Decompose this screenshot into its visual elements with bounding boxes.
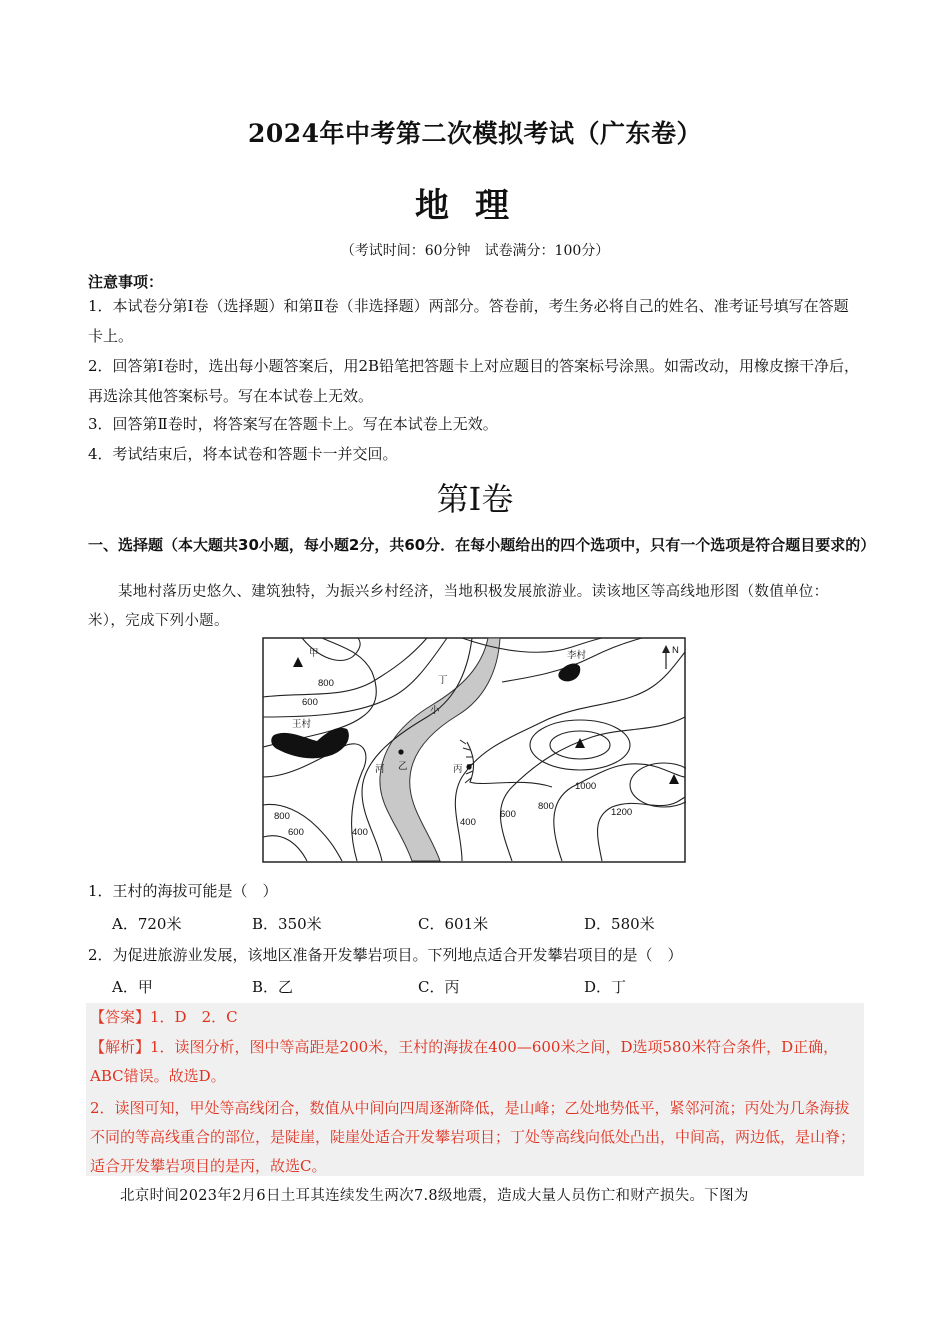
label-yi: 乙 (398, 761, 408, 772)
analysis-1-text: 1．读图分析，图中等高距是200米，王村的海拔在400—600米之间，D选项580米符合条件，D正确，ABC错误。故选D。 (90, 1038, 839, 1085)
label-wangcun: 王村 (292, 719, 312, 730)
contour-label: 600 (288, 827, 304, 838)
contour-label: 600 (500, 809, 516, 820)
exam-title: 2024年中考第二次模拟考试（广东卷） (247, 119, 703, 148)
notice-item-1: 1．本试卷分第Ⅰ卷（选择题）和第Ⅱ卷（非选择题）两部分。答卷前，考生务必将自己的姓名、准考证号填写在答题卡上。 (88, 297, 849, 345)
answer-tag: 【答案】 (90, 1008, 151, 1026)
point-yi (398, 749, 403, 754)
contour-label: 1000 (575, 781, 597, 792)
contour-label: 1200 (611, 807, 633, 818)
q1-option-d[interactable]: D．580米 (584, 915, 655, 933)
label-north: N (672, 645, 679, 656)
analysis-1 (90, 1033, 862, 1091)
next-question-intro: 北京时间2023年2月6日土耳其连续发生两次7.8级地震，造成大量人员伤亡和财产损失。下图为 (120, 1188, 749, 1204)
notice-item-4: 4．考试结束后，将本试卷和答题卡一并交回。 (88, 445, 398, 463)
q1-option-b[interactable]: B．350米 (252, 915, 322, 933)
analysis-2: 2．读图可知，甲处等高线闭合，数值从中间向四周逐渐降低，是山峰；乙处地势低平，紧邻河流；丙处为几条海拔不同的等高线重合的部位，是陡崖，陡崖处适合开发攀岩项目；丁处等高线向低处凸出，中间高，两边低，是山脊；适合开发攀岩项目的是丙，故选C。 (90, 1099, 856, 1175)
answer-line (90, 1003, 862, 1032)
notice-item-2: 2．回答第Ⅰ卷时，选出每小题答案后，用2B铅笔把答题卡上对应题目的答案标号涂黑。如需改动，用橡皮擦干净后，再选涂其他答案标号。写在本试卷上无效。 (88, 357, 860, 405)
subject-title: 地理 (415, 186, 535, 226)
contour-label: 400 (460, 817, 476, 828)
q1-option-c[interactable]: C．601米 (418, 915, 489, 933)
answer-text: 1．D 2．C (150, 1008, 238, 1026)
analysis-tag: 【解析】 (90, 1038, 151, 1056)
contour-label: 800 (538, 801, 554, 812)
point-bing (466, 764, 471, 769)
label-river-2: 河 (375, 764, 385, 775)
label-jia: 甲 (309, 648, 319, 659)
question-1-stem: 1．王村的海拔可能是（ ） (88, 882, 278, 900)
contour-label: 800 (274, 811, 290, 822)
section-heading: 一、选择题（本大题共30小题，每小题2分，共60分．在每小题给出的四个选项中，只有一个选项是符合题目要求的） (88, 536, 876, 554)
label-river-1: 小 (430, 705, 440, 716)
label-ding: 丁 (438, 675, 448, 686)
time-info: （考试时间：60分钟 试卷满分：100分） (340, 243, 610, 259)
notice-item-3: 3．回答第Ⅱ卷时，将答案写在答题卡上。写在本试卷上无效。 (88, 415, 498, 433)
volume-title: 第Ⅰ卷 (436, 480, 514, 518)
q2-option-d[interactable]: D．丁 (584, 978, 627, 996)
contour-label: 800 (318, 678, 334, 689)
q2-option-c[interactable]: C．丙 (418, 978, 460, 996)
label-bing: 丙 (453, 764, 463, 775)
contour-map (262, 637, 686, 863)
q2-option-a[interactable]: A．甲 (112, 978, 153, 996)
contour-label: 600 (302, 697, 318, 708)
question-2-stem: 2．为促进旅游业发展，该地区准备开发攀岩项目。下列地点适合开发攀岩项目的是（ ） (88, 946, 683, 964)
label-licun: 李村 (567, 650, 587, 661)
q1-option-a[interactable]: A．720米 (112, 915, 182, 933)
contour-label: 400 (352, 827, 368, 838)
intro-paragraph: 某地村落历史悠久、建筑独特，为振兴乡村经济，当地积极发展旅游业。读该地区等高线地形图（数值单位：米），完成下列小题。 (88, 584, 829, 629)
notice-heading: 注意事项： (88, 273, 164, 291)
q2-option-b[interactable]: B．乙 (252, 978, 294, 996)
